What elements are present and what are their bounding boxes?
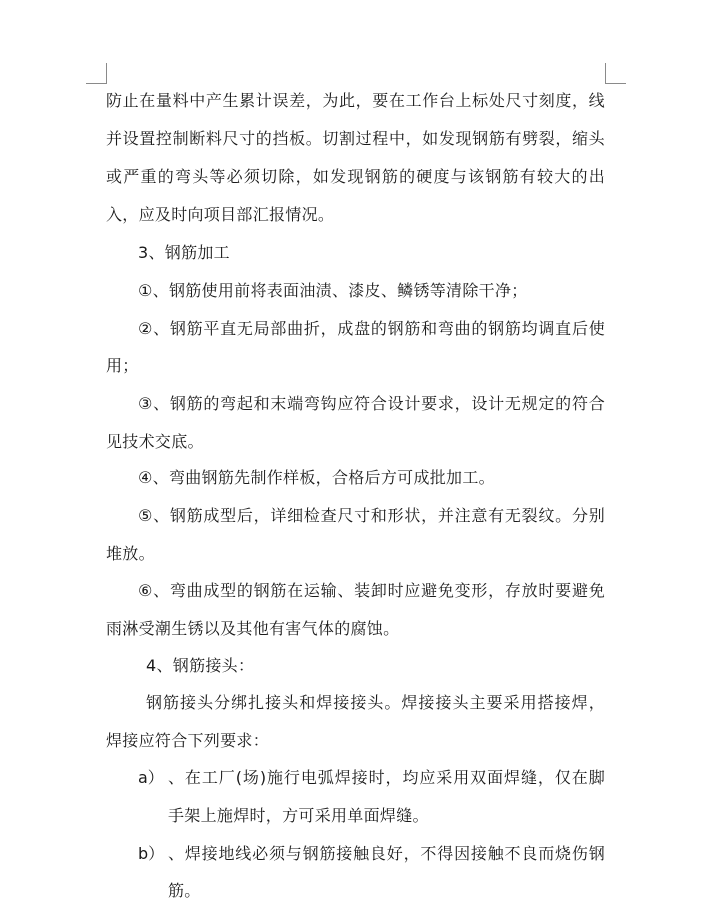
list-item-line: ②、钢筋平直无局部曲折，成盘的钢筋和弯曲的钢筋均调直后使 [138,319,605,338]
list-item-line: ④、弯曲钢筋先制作样板，合格后方可成批加工。 [138,468,495,487]
paragraph-line: 或严重的弯头等必须切除，如发现钢筋的硬度与该钢筋有较大的出 [106,167,605,186]
paragraph-line: 并设置控制断料尺寸的挡板。切割过程中，如发现钢筋有劈裂，缩头 [106,129,605,148]
section-heading: 4、钢筋接头： [146,656,255,675]
section-heading: 3、钢筋加工 [138,243,230,262]
paragraph-line: 钢筋接头分绑扎接头和焊接接头。焊接接头主要采用搭接焊， [146,693,605,712]
list-item-line: ①、钢筋使用前将表面油渍、漆皮、鳞锈等清除干净； [138,281,528,300]
list-item-line: ③、钢筋的弯起和末端弯钩应符合设计要求，设计无规定的符合 [138,394,605,413]
list-item-line: 用； [106,356,139,375]
paragraph-line: 入，应及时向项目部汇报情况。 [106,205,335,224]
paragraph-line: 防止在量料中产生累计误差，为此，要在工作台上标处尺寸刻度，线 [106,91,605,110]
list-item-line: 堆放。 [106,544,155,563]
list-item-line: ⑤、钢筋成型后，详细检查尺寸和形状，并注意有无裂纹。分别 [138,506,605,525]
list-item-line: 手架上施焊时，方可采用单面焊缝。 [168,806,429,825]
list-item-line: 雨淋受潮生锈以及其他有害气体的腐蚀。 [106,619,400,638]
crop-mark-top-right [605,63,626,84]
list-item-line: ⑥、弯曲成型的钢筋在运输、装卸时应避免变形，存放时要避免 [138,581,605,600]
list-item-line: 见技术交底。 [106,432,204,451]
list-marker: a） [138,768,164,787]
list-item-line: 、焊接地线必须与钢筋接触良好，不得因接触不良而烧伤钢 [168,844,605,863]
list-item-line: 、在工厂(场)施行电弧焊接时，均应采用双面焊缝，仅在脚 [168,768,605,787]
paragraph-line: 焊接应符合下列要求： [106,731,270,750]
crop-mark-top-left [86,63,107,84]
list-item-line: 筋。 [168,881,201,900]
list-marker: b） [138,844,165,863]
